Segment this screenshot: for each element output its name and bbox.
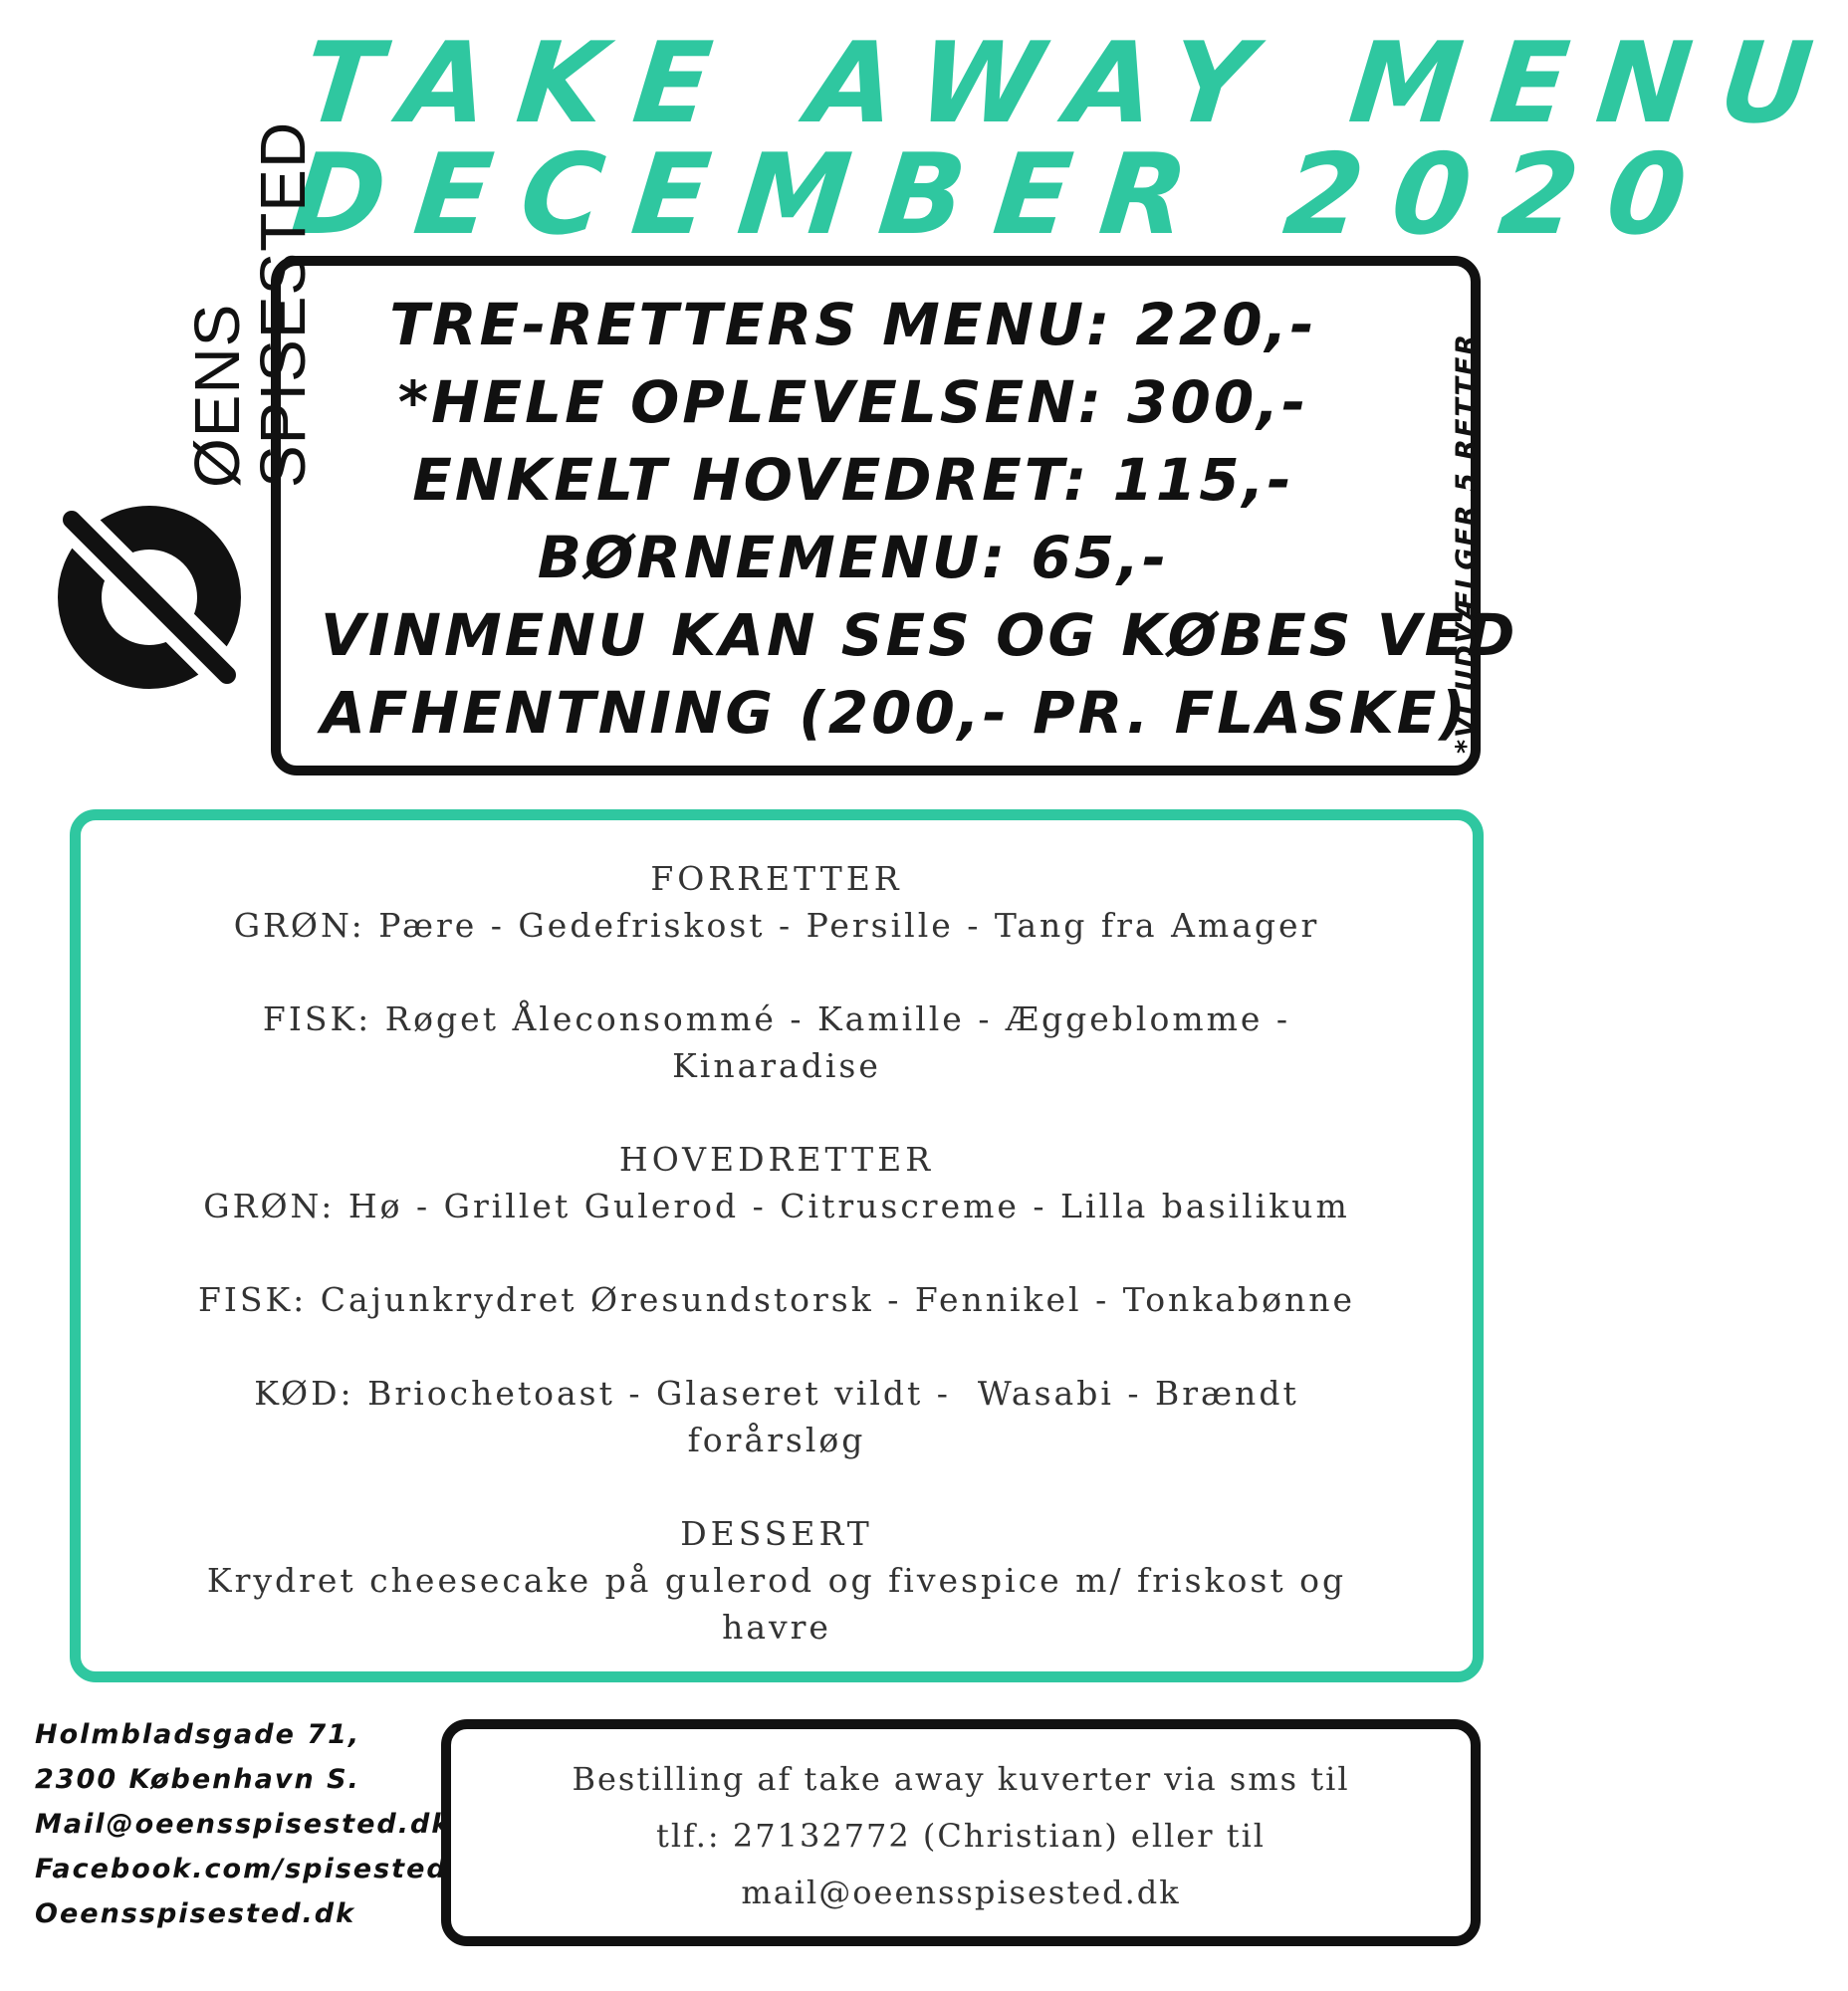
order-instructions [471, 1751, 1451, 1921]
address-street: Holmbladsgade 71, [35, 1719, 361, 1750]
forretter-fisk-line-2: Kinaradise [672, 1046, 881, 1085]
address-city: 2300 København S. [35, 1764, 360, 1795]
contact-info [35, 1712, 452, 1936]
contact-website: Oeensspisested.dk [35, 1898, 356, 1929]
order-line-2: tlf.: 27132772 (Christian) eller til [655, 1817, 1267, 1855]
hovedretter-kod-line-1: KØD: Briochetoast - Glaseret vildt - Wasabi - Brændt [254, 1374, 1299, 1413]
hovedretter-gron: GRØN: Hø - Grillet Gulerod - Citruscreme - Lilla basilikum [203, 1187, 1350, 1225]
price-line-wine-2: AFHENTNING (200,- PR. FLASKE) [321, 679, 1469, 747]
forretter-gron: GRØN: Pære - Gedefriskost - Persille - Tang fra Amager [233, 906, 1320, 945]
contact-facebook: Facebook.com/spisested [35, 1854, 448, 1884]
price-line-wine-1: VINMENU KAN SES OG KØBES VED [321, 601, 1518, 669]
menu-content [101, 855, 1453, 1651]
menu-box [70, 809, 1484, 1682]
price-line-kids-menu: BØRNEMENU: 65,- [537, 524, 1170, 591]
order-line-1: Bestilling af take away kuverter via sms til [572, 1760, 1350, 1798]
order-box [441, 1719, 1481, 1946]
restaurant-logo [40, 70, 319, 647]
forretter-fisk-line-1: FISK: Røget Åleconsommé - Kamille - Æggeblomme - [262, 999, 1291, 1038]
hovedretter-kod-line-2: forårsløg [687, 1421, 866, 1459]
contact-mail: Mail@oeensspisested.dk [35, 1809, 452, 1840]
forretter-heading: FORRETTER [650, 859, 903, 898]
dessert-line-1: Krydret cheesecake på gulerod og fivespice m/ friskost og [206, 1561, 1347, 1600]
title-line-2: DECEMBER 2020 [286, 130, 1723, 260]
dessert-line-2: havre [722, 1608, 831, 1647]
hovedretter-fisk: FISK: Cajunkrydret Øresundstorsk - Fennikel - Tonkabønne [197, 1280, 1356, 1319]
dessert-heading: DESSERT [680, 1514, 873, 1553]
page-title [286, 19, 1848, 260]
price-line-single-main: ENKELT HOVEDRET: 115,- [412, 446, 1294, 514]
selection-note: *VI UDVÆLGER 5 RETTER [1451, 332, 1482, 754]
brand-line-1: ØENS [181, 303, 253, 488]
hovedretter-heading: HOVEDRETTER [618, 1140, 935, 1179]
slashed-o-icon [50, 498, 249, 697]
title-line-1: TAKE AWAY MENU [298, 19, 1848, 148]
brand-line-2: SPISESTED [247, 120, 319, 488]
order-line-3: mail@oeensspisested.dk [741, 1874, 1181, 1911]
price-line-full-experience: *HELE OPLEVELSEN: 300,- [397, 368, 1309, 436]
price-box [271, 256, 1518, 775]
price-line-three-course: TRE-RETTERS MENU: 220,- [389, 291, 1317, 358]
